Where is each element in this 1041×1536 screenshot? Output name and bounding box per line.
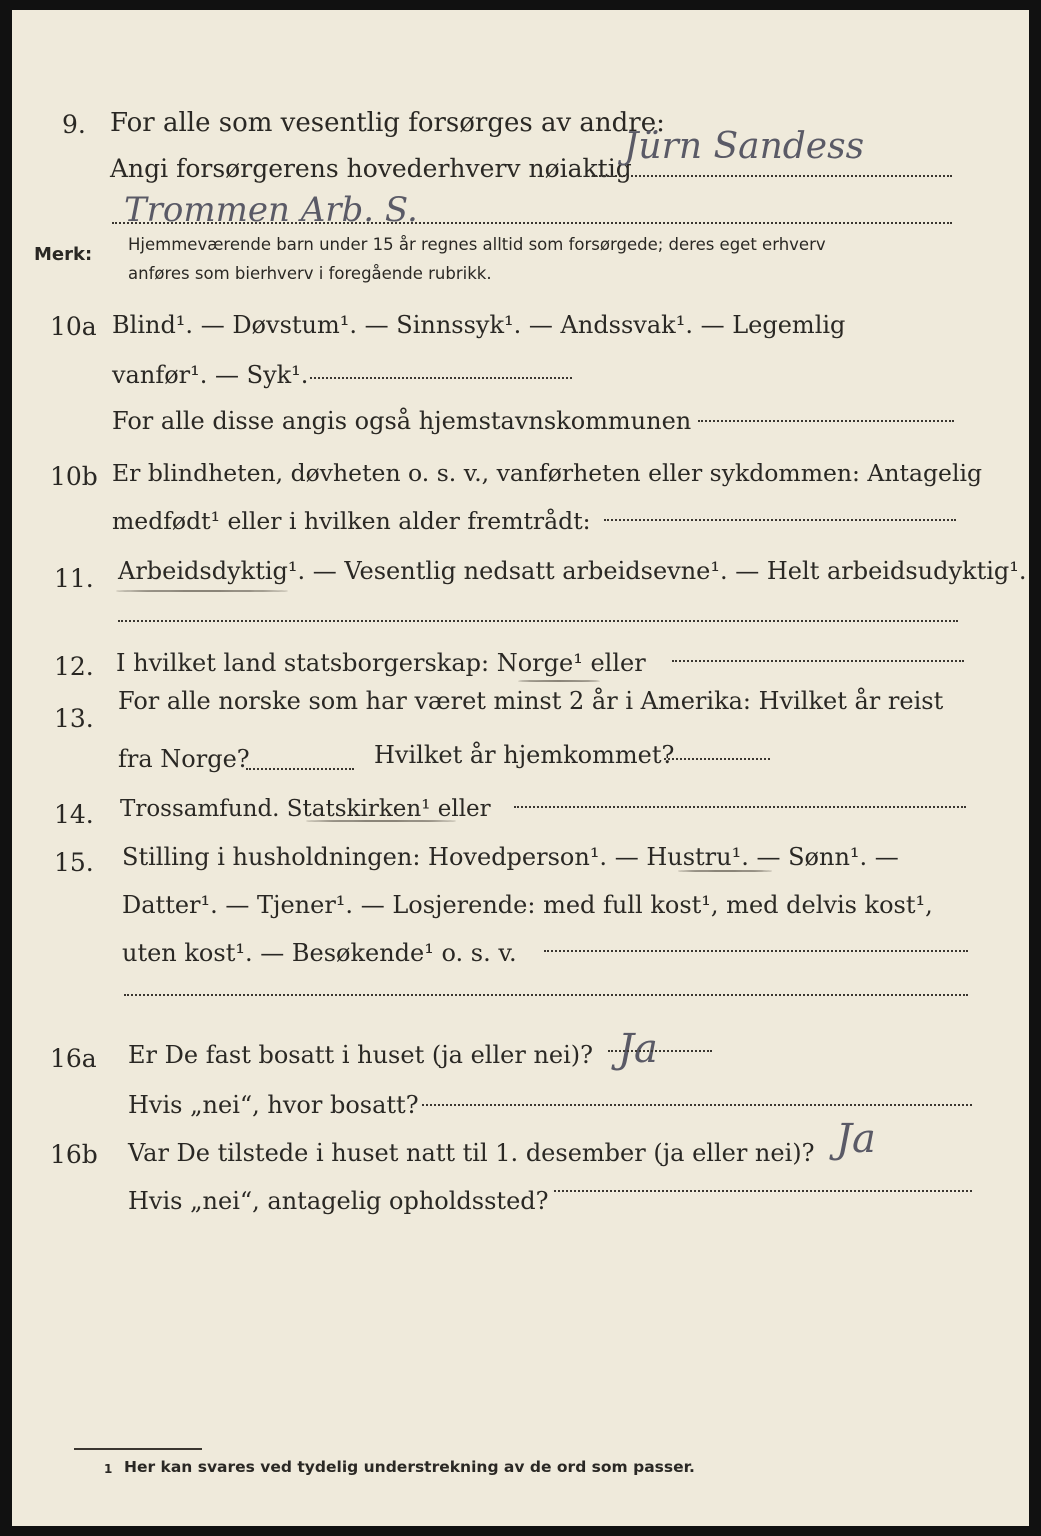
merk-label: Merk: xyxy=(34,244,93,265)
q9-handwritten-answer-2: Trommen Arb. S. xyxy=(124,190,418,230)
q9-answer-line-1 xyxy=(592,175,952,177)
q14-answer-line xyxy=(514,806,966,808)
q9-text-line1: For alle som vesentlig forsørges av andre: xyxy=(110,108,665,138)
q16a-answer-line-1 xyxy=(608,1050,712,1052)
footnote-text: Her kan svares ved tydelig understrekning av de ord som passer. xyxy=(124,1458,695,1476)
q10b-number: 10b xyxy=(50,462,98,491)
q16b-number: 16b xyxy=(50,1140,98,1169)
q13-number: 13. xyxy=(54,704,94,733)
q12-number: 12. xyxy=(54,652,94,681)
q12-handwritten-underline xyxy=(518,680,600,682)
q10a-number: 10a xyxy=(50,312,97,341)
q15-answer-line-1 xyxy=(544,950,968,952)
q9-handwritten-answer-1: Jürn Sandess xyxy=(624,126,865,167)
q13-answer-line-1 xyxy=(246,768,354,770)
q16b-handwritten-answer: Ja xyxy=(836,1116,876,1162)
q11-answer-line xyxy=(118,620,958,622)
q11-number: 11. xyxy=(54,564,94,593)
q14-text-line1: Trossamfund. Statskirken¹ eller xyxy=(120,796,491,822)
footnote-rule xyxy=(74,1448,202,1450)
q16a-text-line2: Hvis „nei“, hvor bosatt? xyxy=(128,1091,419,1119)
q13-text-line1: For alle norske som har været minst 2 år i Amerika: Hvilket år reist xyxy=(118,687,944,715)
q15-text-line3: uten kost¹. — Besøkende¹ o. s. v. xyxy=(122,939,517,967)
q13-text-line2b: Hvilket år hjemkommet? xyxy=(374,741,675,769)
q10a-text-line2: vanfør¹. — Syk¹. xyxy=(112,361,309,389)
q16b-text-line2: Hvis „nei“, antagelig opholdssted? xyxy=(128,1187,549,1215)
q12-answer-line xyxy=(672,660,964,662)
q16a-text-line1: Er De fast bosatt i huset (ja eller nei)? xyxy=(128,1041,594,1069)
q15-handwritten-underline xyxy=(678,870,772,872)
q15-number: 15. xyxy=(54,848,94,877)
q16b-answer-line xyxy=(554,1190,972,1192)
q10b-text-line1: Er blindheten, døvheten o. s. v., vanførheten eller sykdommen: Antagelig xyxy=(112,459,983,487)
q13-answer-line-2 xyxy=(664,758,770,760)
q12-text-line1: I hvilket land statsborgerskap: Norge¹ eller xyxy=(116,649,646,677)
q15-answer-line-2 xyxy=(124,994,968,996)
q10a-text-line1: Blind¹. — Døvstum¹. — Sinnssyk¹. — Andssvak¹. — Legemlig xyxy=(112,311,846,339)
q16a-answer-line-2 xyxy=(422,1104,972,1106)
q10b-answer-line xyxy=(604,519,956,521)
q10a-text-line3: For alle disse angis også hjemstavnskommunen xyxy=(112,407,692,435)
q15-text-line2: Datter¹. — Tjener¹. — Losjerende: med full kost¹, med delvis kost¹, xyxy=(122,891,933,919)
q16b-text-line1: Var De tilstede i huset natt til 1. desember (ja eller nei)? xyxy=(128,1139,815,1167)
q13-text-line2a: fra Norge? xyxy=(118,745,250,773)
q14-number: 14. xyxy=(54,800,94,829)
merk-text-line1: Hjemmeværende barn under 15 år regnes alltid som forsørgede; deres eget erhverv xyxy=(128,235,826,254)
q10b-text-line2: medfødt¹ eller i hvilken alder fremtrådt: xyxy=(112,507,591,535)
q9-answer-line-2 xyxy=(112,222,952,224)
q9-number: 9. xyxy=(62,110,86,139)
q15-text-line1: Stilling i husholdningen: Hovedperson¹. — Hustru¹. — Sønn¹. — xyxy=(122,843,899,871)
census-form-page xyxy=(12,10,1029,1526)
q11-handwritten-underline xyxy=(116,590,288,592)
q9-text-line2: Angi forsørgerens hovederhverv nøiaktig xyxy=(110,154,632,183)
footnote-marker: 1 xyxy=(104,1462,113,1476)
q16a-handwritten-answer: Ja xyxy=(618,1026,658,1072)
q14-handwritten-underline xyxy=(306,820,456,822)
q10a-answer-line-1 xyxy=(310,377,572,379)
q11-text-line1: Arbeidsdyktig¹. — Vesentlig nedsatt arbeidsevne¹. — Helt arbeidsudyktig¹. xyxy=(118,557,1027,585)
q10a-answer-line-2 xyxy=(698,420,954,422)
q16a-number: 16a xyxy=(50,1044,97,1073)
merk-text-line2: anføres som bierhverv i foregående rubrikk. xyxy=(128,264,492,283)
